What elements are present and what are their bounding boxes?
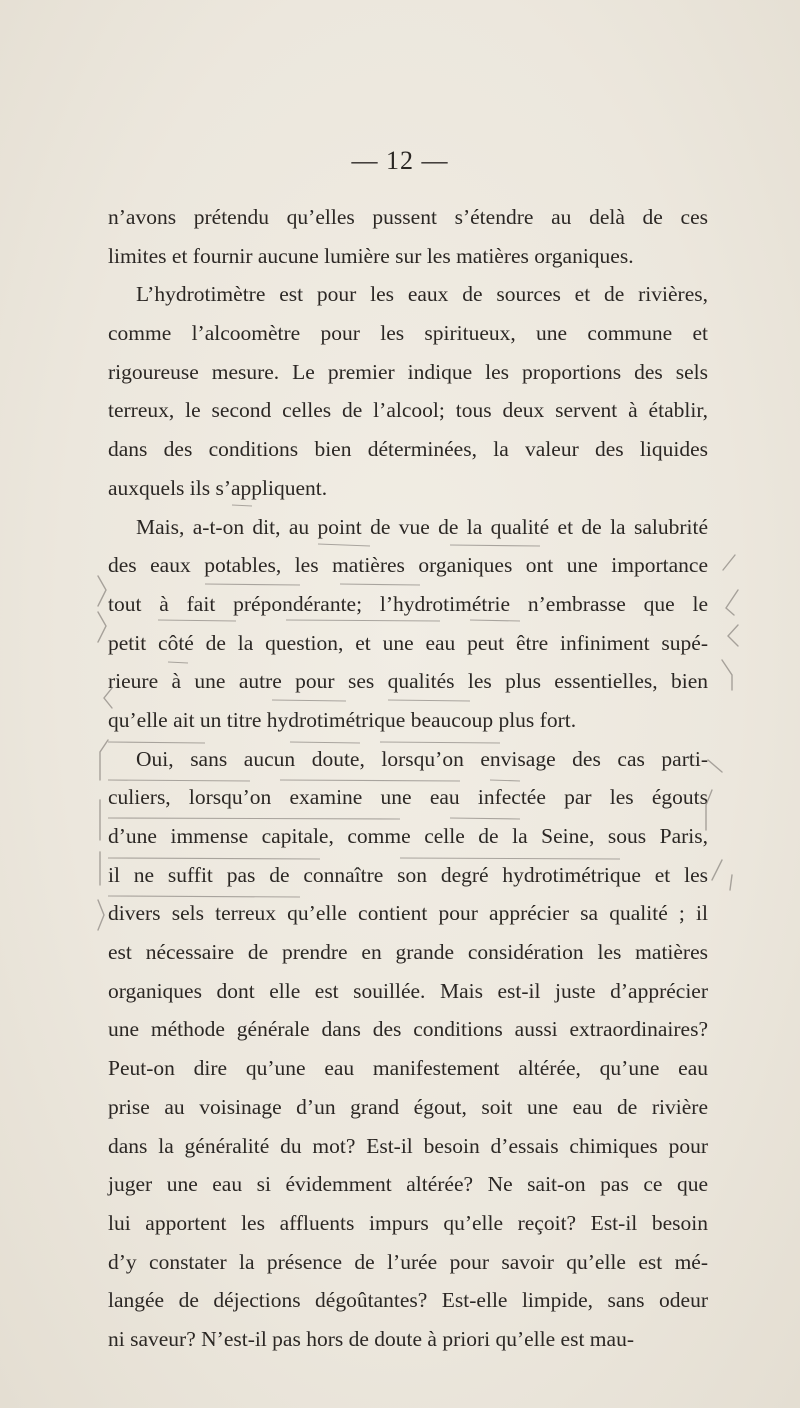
text-line: des eaux potables, les matières organiques ont une importance <box>108 553 708 578</box>
text-line: auxquels ils s’appliquent. <box>108 475 328 500</box>
margin-bracket <box>98 900 104 930</box>
text-line: tout à fait prépondérante; l’hydrotimétrie n’embrasse que le <box>108 591 708 616</box>
body-text <box>108 198 708 1359</box>
text-line: d’y constater la présence de l’urée pour savoir qu’elle est mé- <box>108 1249 708 1274</box>
margin-bracket <box>98 612 106 642</box>
text-line: organiques dont elle est souillée. Mais est-il juste d’apprécier <box>108 978 708 1003</box>
text-line: Mais, a-t-on dit, au point de vue de la qualité et de la salubrité <box>136 514 708 539</box>
margin-bracket <box>726 590 738 615</box>
text-line: dans des conditions bien déterminées, la valeur des liquides <box>108 437 708 462</box>
margin-line <box>722 660 732 690</box>
margin-bracket <box>728 625 738 646</box>
text-line: prise au voisinage d’un grand égout, soit une eau de rivière <box>108 1094 708 1119</box>
text-line: divers sels terreux qu’elle contient pour apprécier sa qualité ; il <box>108 901 708 926</box>
text-line: n’avons prétendu qu’elles pussent s’étendre au delà de ces <box>108 205 708 229</box>
text-line: Peut-on dire qu’une eau manifestement altérée, qu’une eau <box>108 1056 708 1081</box>
text-line: lui apportent les affluents impurs qu’elle reçoit? Est-il besoin <box>108 1210 708 1235</box>
margin-mark <box>708 760 722 772</box>
text-line: d’une immense capitale, comme celle de la Seine, sous Paris, <box>108 824 708 848</box>
text-line: terreux, le second celles de l’alcool; tous deux servent à établir, <box>108 398 708 423</box>
text-line: petit côté de la question, et une eau peut être infiniment supé- <box>108 630 708 655</box>
page-number: — 12 — <box>351 146 449 175</box>
text-line: ni saveur? N’est-il pas hors de doute à priori qu’elle est mau- <box>108 1326 634 1351</box>
margin-mark <box>712 860 722 880</box>
text-line: rieure à une autre pour ses qualités les plus essentielles, bien <box>108 669 708 694</box>
margin-mark <box>730 875 732 890</box>
text-line: Oui, sans aucun doute, lorsqu’on envisage des cas parti- <box>136 746 708 771</box>
text-line: qu’elle ait un titre hydrotimétrique beaucoup plus fort. <box>108 707 577 732</box>
text-line: langée de déjections dégoûtantes? Est-elle limpide, sans odeur <box>108 1288 708 1313</box>
margin-line <box>100 740 108 780</box>
text-line: une méthode générale dans des conditions aussi extraordinaires? <box>108 1017 708 1042</box>
margin-mark <box>723 555 735 570</box>
text-line: il ne suffit pas de connaître son degré hydrotimétrique et les <box>108 862 708 887</box>
margin-bracket <box>98 576 106 606</box>
text-line: L’hydrotimètre est pour les eaux de sources et de rivières, <box>136 282 708 307</box>
text-line: limites et fournir aucune lumière sur les matières organiques. <box>108 243 634 268</box>
text-line: est nécessaire de prendre en grande considération les matières <box>108 940 708 965</box>
text-line: culiers, lorsqu’on examine une eau infectée par les égouts <box>108 785 708 810</box>
text-line: dans la généralité du mot? Est-il besoin d’essais chimiques pour <box>108 1133 708 1158</box>
text-line: rigoureuse mesure. Le premier indique les proportions des sels <box>108 359 708 384</box>
text-line: comme l’alcoomètre pour les spiritueux, une commune et <box>108 321 708 346</box>
text-line: juger une eau si évidemment altérée? Ne sait-on pas ce que <box>108 1172 708 1197</box>
